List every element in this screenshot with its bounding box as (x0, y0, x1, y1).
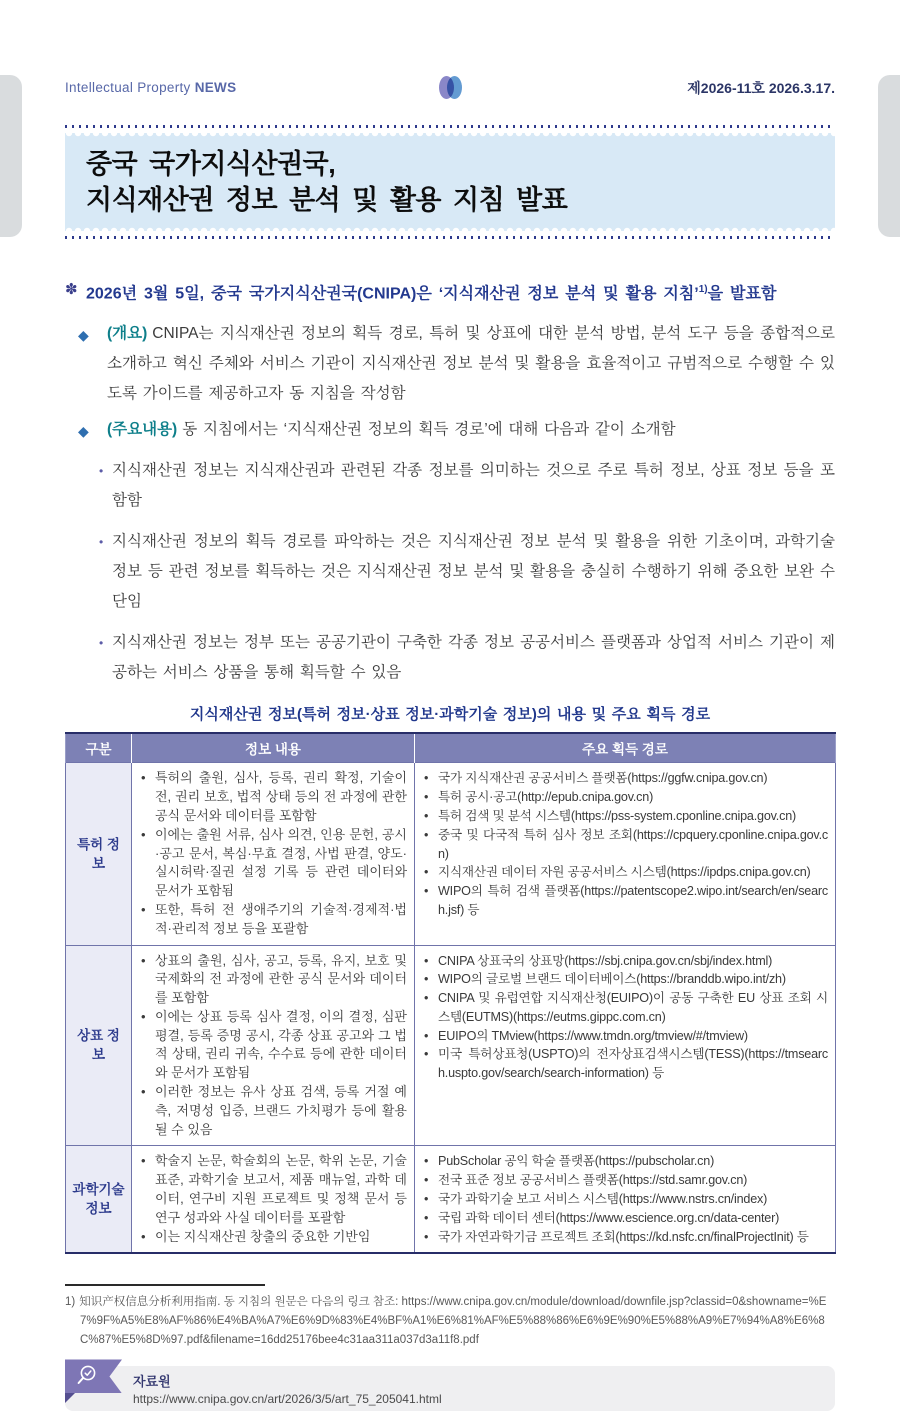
page-title-line1: 중국 국가지식산권국, (86, 149, 336, 179)
overlapping-circles-logo-icon (439, 76, 462, 99)
content-cell (132, 1146, 415, 1253)
source-item: • 중국 및 다국적 특허 심사 정보 조회(https://cpquery.cponline.cnipa.gov.cn) (422, 826, 828, 864)
magnifier-check-icon (74, 1363, 100, 1389)
table-row-trademark (66, 945, 836, 1146)
bullet-text: 지식재산권 정보는 지식재산권과 관련된 각종 정보를 의미하는 것으로 주로 특허 정보, 상표 정보 등을 포함함 (112, 462, 835, 510)
footnote-text: 知识产权信息分析利用指南. 동 지침의 원문은 다음의 링크 참조: https://www.cnipa.gov.cn/module/download/downfile.jsp?classid=0&showname=%E7%9F%A5%E8%AF%86%E4%BA%A7%E6%9D%83%E4%BF%A1%E6%81%AF%E5%88%86%E6%9E%90%E5%88%A9%E7%94%A8%E6%8C%87%E5%8D%97.pdf&filename=16dd25176bee4c31aa311a037d3a11f8.pdf (79, 1296, 827, 1347)
lead-text: 2026년 3월 5일, 중국 국가지식산권국(CNIPA)은 ‘지식재산권 정보 분석 및 활용 지침’ (86, 285, 699, 303)
source-item: • 국가 자연과학기금 프로젝트 조회(https://kd.nsfc.cn/finalProjectInit) 등 (422, 1228, 828, 1247)
diamond-bullet-icon: ◆ (78, 423, 89, 440)
content-item: • 상표의 출원, 심사, 공고, 등록, 유지, 보호 및 국제화의 전 과정에 관한 공식 문서와 데이터를 포함함 (139, 952, 407, 1008)
footnote (65, 1293, 835, 1350)
dotted-divider-bottom (65, 236, 835, 239)
dot-bullet-icon: • (99, 464, 104, 479)
source-item: • 전국 표준 정보 공공서비스 플랫폼(https://std.samr.gov.cn) (422, 1171, 828, 1190)
footnote-reference: 1) (698, 284, 708, 295)
flower-asterisk-icon: ✽ (65, 281, 78, 298)
col-header-category: 구분 (66, 733, 132, 763)
footnote-divider (65, 1284, 265, 1286)
diamond-bullet-icon: ◆ (78, 327, 89, 344)
list-item (65, 456, 835, 516)
source-item: • WIPO의 특허 검색 플랫폼(https://patentscope2.wipo.int/search/en/search.jsf) 등 (422, 882, 828, 920)
content-item: • 이러한 정보는 유사 상표 검색, 등록 거절 예측, 저명성 입증, 브랜드 가치평가 등에 활용될 수 있음 (139, 1083, 407, 1139)
category-cell: 특허 정보 (66, 763, 132, 945)
main-contents-paragraph (65, 415, 835, 445)
dot-bullet-icon: • (99, 535, 104, 550)
content-item: • 특허의 출원, 심사, 등록, 권리 확정, 기술이전, 권리 보호, 법적 상태 등의 전 과정에 관한 공식 문서와 데이터를 포함함 (139, 769, 407, 825)
brand-light: Intellectual Property (65, 80, 191, 95)
sources-cell (415, 945, 836, 1146)
list-item (65, 628, 835, 688)
category-cell: 과학기술 정보 (66, 1146, 132, 1253)
lead-sentence (65, 277, 835, 306)
overview-label: (개요) (107, 325, 148, 343)
dotted-divider-top (65, 125, 835, 128)
content-item: • 이에는 출원 서류, 심사 의견, 인용 문헌, 공시·공고 문서, 복심·무효 결정, 사법 판결, 양도·실시허락·질권 설정 기록 등 관련 데이터와 문서가 포함됨 (139, 826, 407, 901)
source-item: • 국가 지식재산권 공공서비스 플랫폼(https://ggfw.cnipa.gov.cn) (422, 769, 828, 788)
lead-text-post: 을 발표함 (707, 285, 777, 303)
table-header-row (66, 733, 836, 763)
list-item (65, 527, 835, 617)
table-row-patent (66, 763, 836, 945)
table-caption: 지식재산권 정보(특허 정보·상표 정보·과학기술 정보)의 내용 및 주요 획득 경로 (189, 706, 711, 724)
source-item: • 지식재산권 데이터 자원 공공서비스 시스템(https://ipdps.cnipa.gov.cn) (422, 863, 828, 882)
right-edge-tab (878, 75, 900, 237)
category-cell: 상표 정보 (66, 945, 132, 1146)
acquisition-channels-table (65, 732, 836, 1254)
content-item: • 이는 지식재산권 창출의 중요한 기반임 (139, 1228, 407, 1247)
col-header-sources: 주요 획득 경로 (415, 733, 836, 763)
magnifier-check-badge-icon (65, 1359, 122, 1393)
col-header-content: 정보 내용 (132, 733, 415, 763)
content-cell (132, 945, 415, 1146)
page-header (65, 0, 835, 99)
source-item: • 미국 특허상표청(USPTO)의 전자상표검색시스템(TESS)(https://tmsearch.uspto.gov/search/search-information) 등 (422, 1045, 828, 1083)
bullet-text: 지식재산권 정보의 획득 경로를 파악하는 것은 지식재산권 정보 분석 및 활용을 위한 기초이며, 과학기술 정보 등 관련 정보를 획득하는 것은 지식재산권 정보 분석 및 활용을 충실히 수행하기 위해 중요한 보완 수단임 (112, 533, 835, 611)
source-item: • CNIPA 및 유럽연합 지식재산청(EUIPO)이 공동 구축한 EU 상표 조회 시스템(EUTMS)(https://eutms.gippc.com.cn) (422, 989, 828, 1027)
content-item: • 이에는 상표 등록 심사 결정, 이의 결정, 심판 평결, 등록 증명 공시, 각종 상표 공고와 그 법적 상태, 권리 귀속, 수수료 등에 관한 데이터와 문서가 포함됨 (139, 1008, 407, 1083)
source-item: • EUIPO의 TMview(https://www.tmdn.org/tmview/#/tmview) (422, 1027, 828, 1046)
source-item: • PubScholar 공익 학술 플랫폼(https://pubscholar.cn) (422, 1152, 828, 1171)
main-contents-label: (주요내용) (107, 421, 178, 439)
overview-paragraph (65, 319, 835, 409)
source-item: • 국가 과학기술 보고 서비스 시스템(https://www.nstrs.cn/index) (422, 1190, 828, 1209)
source-item: • CNIPA 상표국의 상표망(https://sbj.cnipa.gov.cn/sbj/index.html) (422, 952, 828, 971)
content-item: • 또한, 특허 전 생애주기의 기술적·경제적·법적·관리적 정보 등을 포괄함 (139, 901, 407, 939)
left-edge-tab (0, 75, 22, 237)
sources-cell (415, 1146, 836, 1253)
sources-cell (415, 763, 836, 945)
page-title-line2: 지식재산권 정보 분석 및 활용 지침 발표 (86, 185, 568, 215)
table-row-scitech (66, 1146, 836, 1253)
brand-bold: NEWS (194, 80, 237, 95)
content-item: • 학술지 논문, 학술회의 논문, 학위 논문, 기술 표준, 과학기술 보고서, 제품 매뉴얼, 과학 데이터, 연구비 지원 프로젝트 및 정책 문서 등 연구 성과와 사실 데이터를 포괄함 (139, 1152, 407, 1227)
overview-text: CNIPA는 지식재산권 정보의 획득 경로, 특허 및 상표에 대한 분석 방법, 분석 도구 등을 종합적으로 소개하고 혁신 주체와 서비스 기관이 지식재산권 정보 분석 및 활용을 효율적이고 규범적으로 수행할 수 있도록 가이드를 제공하고자 동 지침을 작성함 (107, 325, 835, 403)
main-contents-text: 동 지침에서는 ‘지식재산권 정보의 획득 경로’에 대해 다음과 같이 소개함 (182, 421, 676, 439)
brand-text (65, 80, 439, 95)
issue-number: 제2026-11호 2026.3.17. (687, 79, 835, 96)
source-label: 자료원 (133, 1374, 171, 1390)
bullet-text: 지식재산권 정보는 정부 또는 공공기관이 구축한 각종 정보 공공서비스 플랫폼과 상업적 서비스 기관이 제공하는 서비스 상품을 통해 획득할 수 있음 (112, 634, 835, 682)
dot-bullet-icon: • (99, 636, 104, 651)
ribbon-fold (65, 1393, 75, 1403)
source-item: • 특허 검색 및 분석 시스템(https://pss-system.cponline.cnipa.gov.cn) (422, 807, 828, 826)
source-item: • 특허 공시·공고(http://epub.cnipa.gov.cn) (422, 788, 828, 807)
source-item: • WIPO의 글로벌 브랜드 데이터베이스(https://branddb.wipo.int/zh) (422, 970, 828, 989)
source-url: https://www.cnipa.gov.cn/art/2026/3/5/art_75_205041.html (133, 1392, 442, 1407)
source-box (65, 1366, 835, 1411)
footnote-ref: 1) (65, 1296, 76, 1309)
logo-circle-blue (447, 76, 462, 99)
title-banner (65, 133, 835, 231)
content-cell (132, 763, 415, 945)
source-item: • 국립 과학 데이터 센터(https://www.escience.org.cn/data-center) (422, 1209, 828, 1228)
